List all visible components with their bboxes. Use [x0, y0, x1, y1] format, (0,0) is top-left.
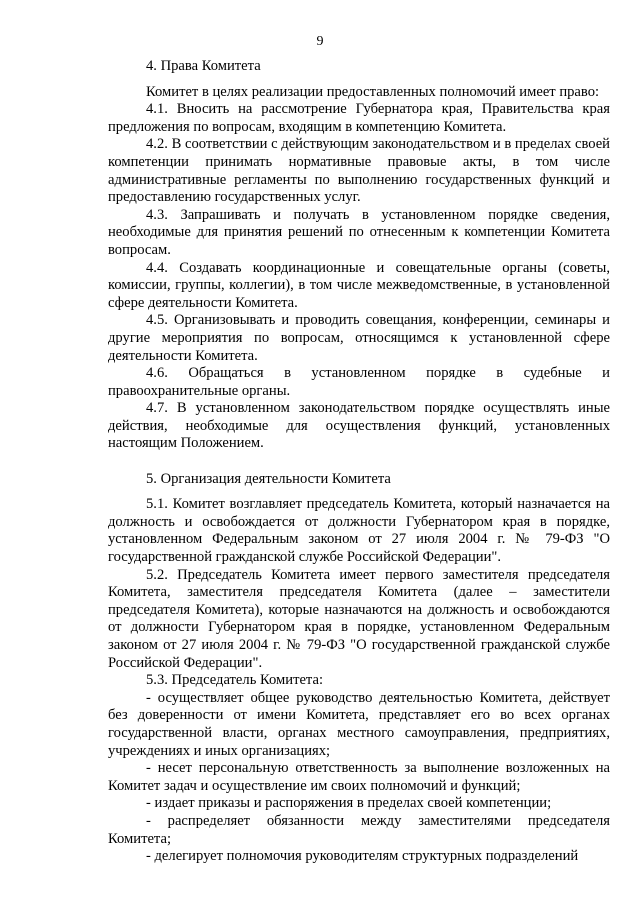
paragraph-5-2: 5.2. Председатель Комитета имеет первого заместителя председателя Комитета, заместителя председателя Комитета (далее – заместители председателя Комитета), которые назначаются на должность и освобождаются от должности Губернатором края в порядке, установленном Федеральным законом от 27 июля 2004 г. № 79-ФЗ "О государственной гражданской службе Российской Федерации".	[108, 566, 610, 671]
paragraph-5-1: 5.1. Комитет возглавляет председатель Комитета, который назначается на должность и освобождается от должности Губернатором края в порядке, установленном Федеральным законом от 27 июля 2004 г. № 79-ФЗ "О государственной гражданской службе Российской Федерации".	[108, 496, 610, 566]
page-number: 9	[316, 34, 324, 49]
paragraph-4-4: 4.4. Создавать координационные и совещательные органы (советы, комиссии, группы, коллегии), в том числе межведомственные, в установленной сфере деятельности Комитета.	[108, 259, 610, 311]
list-item-5-3-2: - несет персональную ответственность за выполнение возложенных на Комитет задач и осуществление им своих полномочий и функций;	[108, 760, 610, 794]
list-item-5-3-1: - осуществляет общее руководство деятельностью Комитета, действует без доверенности от имени Комитета, представляет его во всех органах государственной власти, органах местного самоуправления, предприятиях, учреждениях и иных организациях;	[108, 689, 610, 759]
section-4-heading: 4. Права Комитета	[146, 58, 261, 74]
list-item-5-3-5: - делегирует полномочия руководителям структурных подразделений	[146, 848, 579, 865]
paragraph-4-7: 4.7. В установленном законодательством порядке осуществлять иные действия, необходимые для осуществления функций, установленных настоящим Положением.	[108, 400, 610, 452]
section-5-heading: 5. Организация деятельности Комитета	[146, 470, 391, 487]
paragraph-4-5: 4.5. Организовывать и проводить совещания, конференции, семинары и другие мероприятия по вопросам, относящимся к установленной сфере деятельности Комитета.	[108, 312, 610, 364]
section-4-intro: Комитет в целях реализации предоставленных полномочий имеет право:	[146, 83, 600, 100]
paragraph-4-1: 4.1. Вносить на рассмотрение Губернатора края, Правительства края предложения по вопросам, входящим в компетенцию Комитета.	[108, 101, 610, 135]
paragraph-5-3: 5.3. Председатель Комитета:	[146, 672, 324, 689]
paragraph-4-2: 4.2. В соответствии с действующим законодательством и в пределах своей компетенции принимать нормативные правовые акты, в том числе административные регламенты по выполнению государственных функций и предоставлению государственных услуг.	[108, 136, 610, 206]
paragraph-4-6: 4.6. Обращаться в установленном порядке в судебные и правоохранительные органы.	[108, 365, 610, 399]
list-item-5-3-4: - распределяет обязанности между заместителями председателя Комитета;	[108, 812, 610, 847]
paragraph-4-3: 4.3. Запрашивать и получать в установленном порядке сведения, необходимые для принятия решений по отнесенным к компетенции Комитета вопросам.	[108, 206, 610, 258]
document-body	[108, 58, 610, 866]
list-item-5-3-3: - издает приказы и распоряжения в пределах своей компетенции;	[146, 795, 552, 812]
